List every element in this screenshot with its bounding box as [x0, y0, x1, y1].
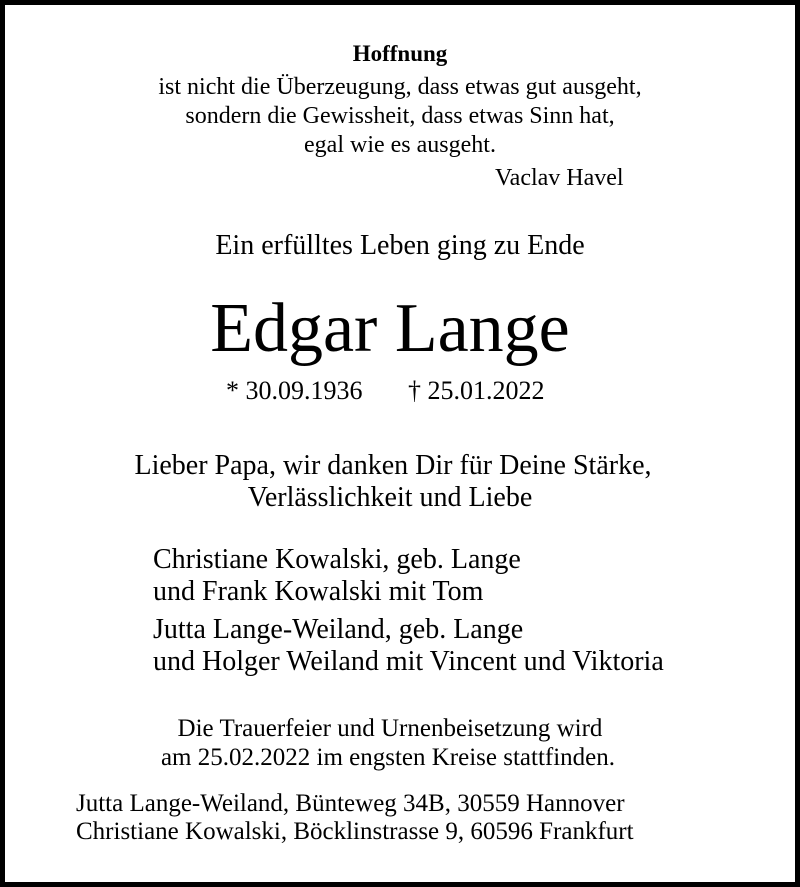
- deceased-name: Edgar Lange: [210, 290, 570, 367]
- family-member: Jutta Lange-Weiland, geb. Lange: [153, 614, 524, 645]
- quote-line: sondern die Gewissheit, dass etwas Sinn hat,: [185, 103, 615, 129]
- intro-text: Ein erfülltes Leben ging zu Ende: [215, 230, 585, 261]
- birth-date: * 30.09.1936: [226, 376, 363, 405]
- family-member: und Frank Kowalski mit Tom: [153, 576, 484, 607]
- quote-author: Vaclav Havel: [495, 165, 624, 191]
- thanks-line: Lieber Papa, wir danken Dir für Deine Stärke,: [134, 450, 652, 481]
- quote-line: egal wie es ausgeht.: [304, 132, 496, 158]
- death-date: † 25.01.2022: [408, 376, 545, 405]
- thanks-line: Verlässlichkeit und Liebe: [247, 482, 533, 513]
- quote-title: Hoffnung: [352, 41, 448, 66]
- contact-address: Jutta Lange-Weiland, Bünteweg 34B, 30559 Hannover: [76, 790, 625, 817]
- funeral-notice: am 25.02.2022 im engsten Kreise stattfinden.: [160, 744, 616, 771]
- family-member: und Holger Weiland mit Vincent und Viktoria: [153, 646, 664, 677]
- contact-address: Christiane Kowalski, Böcklinstrasse 9, 60596 Frankfurt: [76, 818, 634, 845]
- quote-line: ist nicht die Überzeugung, dass etwas gut ausgeht,: [158, 74, 642, 100]
- family-member: Christiane Kowalski, geb. Lange: [153, 544, 521, 575]
- funeral-notice: Die Trauerfeier und Urnenbeisetzung wird: [177, 715, 603, 742]
